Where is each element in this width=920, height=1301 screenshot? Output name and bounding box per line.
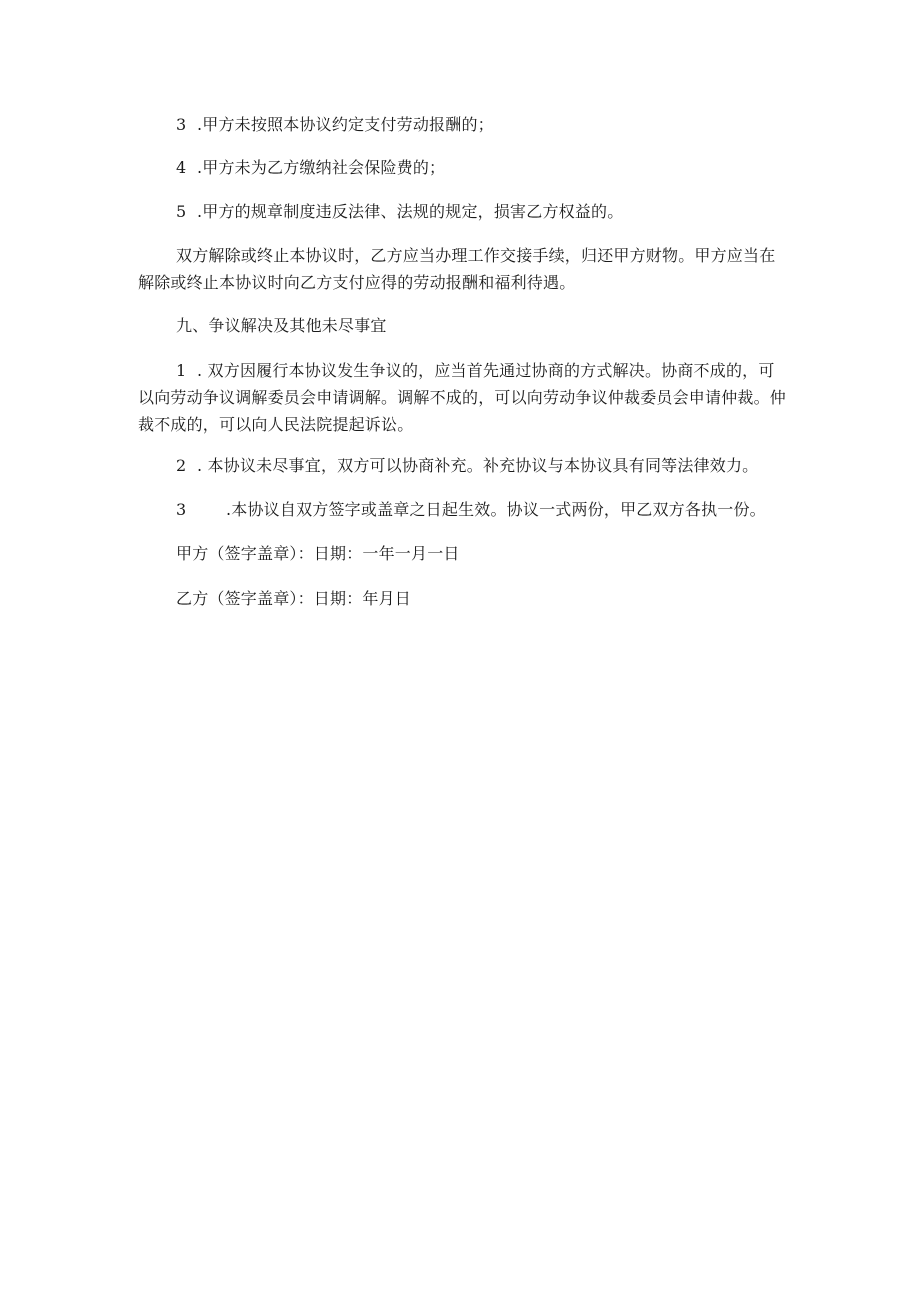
signature-party-b: 乙方（签字盖章）：日期：年月日 xyxy=(176,589,412,608)
item-number: 5 xyxy=(176,202,187,221)
clause-text: .本协议自双方签字或盖章之日起生效。协议一式两份，甲乙双方各执一份。 xyxy=(226,500,766,519)
item-number: 4 xyxy=(176,158,187,177)
clause-text: . 本协议未尽事宜，双方可以协商补充。补充协议与本协议具有同等法律效力。 xyxy=(196,456,759,475)
item-number: 3 xyxy=(176,115,187,134)
clause-number: 2 xyxy=(176,456,187,475)
handover-paragraph: 双方解除或终止本协议时，乙方应当办理工作交接手续，归还甲方财物。甲方应当在解除或终止本协议时向乙方支付应得的劳动报酬和福利待遇。 xyxy=(138,246,776,292)
clause-number: 3 xyxy=(176,500,187,519)
clause-paragraph xyxy=(176,497,766,523)
item-text: .甲方未为乙方缴纳社会保险费的； xyxy=(196,158,446,177)
list-item xyxy=(176,155,445,181)
list-item xyxy=(176,112,494,138)
item-text: .甲方未按照本协议约定支付劳动报酬的； xyxy=(196,115,494,134)
clause-paragraph xyxy=(176,453,758,479)
clause-paragraph xyxy=(138,357,788,438)
signature-party-a: 甲方（签字盖章）：日期：一年一月一日 xyxy=(176,544,460,563)
clause-number: 1 xyxy=(176,361,187,380)
list-item xyxy=(176,199,623,225)
item-text: .甲方的规章制度违反法律、法规的规定，损害乙方权益的。 xyxy=(196,202,624,221)
clause-text: . 双方因履行本协议发生争议的，应当首先通过协商的方式解决。协商不成的，可以向劳动争议调解委员会申请调解。调解不成的，可以向劳动争议仲裁委员会申请仲裁。仲裁不成的，可以向人民法院提起诉讼。 xyxy=(138,361,787,434)
section-heading: 九、争议解决及其他未尽事宜 xyxy=(176,316,387,335)
